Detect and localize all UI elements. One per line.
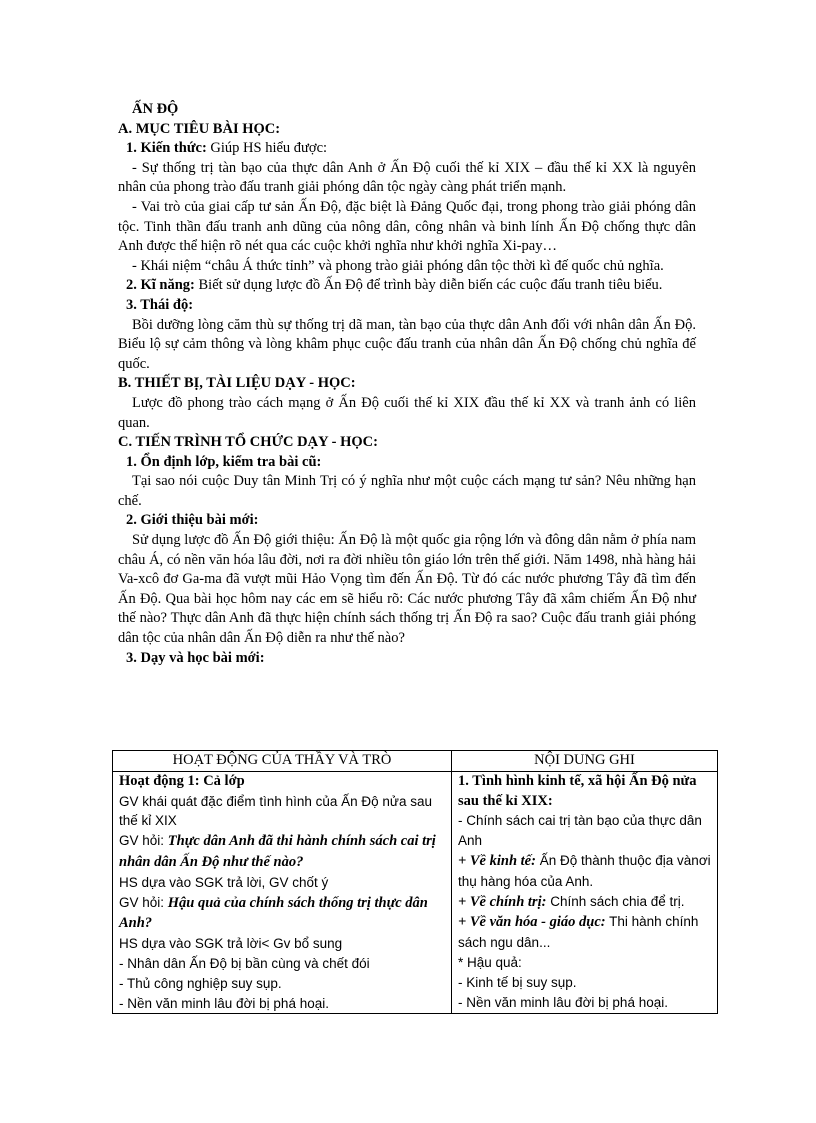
left-line-7: - Thủ công nghiệp suy sụp. (119, 975, 282, 991)
table-row (113, 771, 718, 1014)
c2-label-text: 2. Giới thiệu bài mới: (126, 512, 259, 529)
a1-label: 1. Kiến thức: (126, 140, 207, 157)
right-line-6: * Hậu quả: (458, 954, 522, 970)
politics-text: Chính sách chia để trị. (546, 893, 685, 909)
a1-line (118, 139, 696, 159)
gv-ask-label-2: GV hỏi: (119, 894, 168, 910)
activity-heading: Hoạt động 1: Cả lớp (119, 772, 245, 789)
culture-label: + Về văn hóa - giáo dục: (458, 914, 606, 931)
right-line-4 (458, 892, 711, 913)
economy-text: Ấn Độ thành thuộc địa vànơi thụ hàng hóa của Anh. (458, 852, 711, 889)
a2-text: Biết sử dụng lược đồ Ấn Độ để trình bày diễn biến các cuộc đấu tranh tiêu biểu. (194, 277, 663, 294)
a1-para-1: - Sự thống trị tàn bạo của thực dân Anh ở Ấn Độ cuối thế kỉ XIX – đầu thế kỉ XX là nguyên nhân của phong trào đấu tranh giải phóng dân tộc ngày càng phát triển mạnh. (118, 159, 696, 196)
left-line-6: - Nhân dân Ấn Độ bị bần cùng và chết đói (119, 955, 370, 971)
header-activities: HOẠT ĐỘNG CỦA THẦY VÀ TRÒ (113, 751, 452, 772)
culture-text: Thi hành chính sách ngu dân... (458, 914, 699, 951)
right-line-7: - Kinh tế bị suy sụp. (458, 974, 577, 990)
a1-text: Giúp HS hiểu được: (206, 140, 328, 157)
gv-ask-label: GV hỏi: (119, 833, 168, 849)
a3-label (118, 296, 696, 316)
a2-line (118, 276, 696, 296)
lesson-table (112, 750, 718, 1014)
politics-label: + Về chính trị: (458, 893, 547, 910)
right-line-3 (458, 851, 711, 892)
question-1: Thực dân Anh đã thi hành chính sách cai trị nhân dân Ấn Độ như thế nào? (119, 833, 436, 870)
c1-text: Tại sao nói cuộc Duy tân Minh Trị có ý nghĩa như một cuộc cách mạng tư sản? Nêu những hạn chế. (118, 473, 696, 509)
document-body (118, 100, 696, 668)
right-line-5 (458, 912, 711, 953)
c1-label (118, 453, 696, 473)
economy-label: + Về kinh tế: (458, 852, 536, 869)
c2-label (118, 511, 696, 531)
left-line-5: HS dựa vào SGK trả lời< Gv bổ sung (119, 936, 343, 952)
right-line-8: - Nền văn minh lâu đời bị phá hoại. (458, 994, 668, 1010)
b-text: Lược đồ phong trào cách mạng ở Ấn Độ cuối thế kỉ XIX đầu thế kỉ XX và tranh ảnh có liên quan. (118, 394, 696, 431)
left-line-4 (119, 893, 445, 935)
section-c-heading: C. TIẾN TRÌNH TỔ CHỨC DẠY - HỌC: (118, 434, 378, 451)
header-content: NỘI DUNG GHI (452, 751, 718, 772)
c3-label (118, 649, 696, 669)
activities-cell (113, 771, 452, 1014)
c2-text: Sử dụng lược đồ Ấn Độ giới thiệu: Ấn Độ là một quốc gia rộng lớn và đông dân nằm ở phía nam châu Á, có nền văn hóa lâu đời, nơi ra đời nhiều tôn giáo lớn trên thế giới. Năm 1498, nhà hàng hải Va-xcô đơ Ga-ma đã vượt mũi Hảo Vọng tìm đến Ấn Độ. Từ đó các nước phương Tây đã tìm đến Ấn Độ. Qua bài học hôm nay các em sẽ hiểu rõ: Các nước phương Tây đã xâm chiếm Ấn Độ như thế nào? Thực dân Anh đã thực hiện chính sách thống trị Ấn Độ ra sao? Cuộc đấu tranh giải phóng dân tộc của nhân dân Ấn Độ diễn ra như thế nào? (118, 532, 696, 647)
a3-text: Bồi dưỡng lòng căm thù sự thống trị dã man, tàn bạo của thực dân Anh đối với nhân dân Ấn Độ. Biểu lộ sự cảm thông và lòng khâm phục cuộc đấu tranh của nhân dân Ấn Độ chống chủ nghĩa đế quốc. (118, 316, 696, 372)
left-line-3: HS dựa vào SGK trả lời, GV chốt ý (119, 874, 329, 890)
left-line-2 (119, 831, 445, 873)
page-title: ẤN ĐỘ (132, 101, 179, 117)
c1-label-text: 1. Ổn định lớp, kiểm tra bài cũ: (126, 453, 322, 470)
a2-label: 2. Kĩ năng: (126, 277, 195, 294)
section-a-heading: A. MỤC TIÊU BÀI HỌC: (118, 120, 281, 137)
question-2: Hậu quả của chính sách thống trị thực dân Anh? (119, 894, 428, 932)
a1-para-3: - Khái niệm “châu Á thức tỉnh” và phong trào giải phóng dân tộc thời kì đế quốc chủ nghĩa. (132, 257, 664, 274)
a1-para-2: - Vai trò của giai cấp tư sản Ấn Độ, đặc biệt là Đảng Quốc đại, trong phong trào giải phóng dân tộc. Tinh thần đấu tranh anh dũng của nông dân, công nhân và binh lính Ấn Độ chống thực dân Anh được thể hiện rõ nét qua các cuộc khởi nghĩa như khởi nghĩa Xi-pay… (118, 198, 696, 255)
left-line-1: GV khái quát đặc điểm tình hình của Ấn Độ nửa sau thế kỉ XIX (119, 793, 432, 829)
section-b-heading: B. THIẾT BỊ, TÀI LIỆU DẠY - HỌC: (118, 375, 356, 392)
content-cell (452, 771, 718, 1014)
right-line-2: - Chính sách cai trị tàn bạo của thực dân Anh (458, 813, 702, 849)
table-header-row (113, 751, 718, 772)
left-line-8: - Nền văn minh lâu đời bị phá hoại. (119, 995, 329, 1011)
c3-label-text: 3. Dạy và học bài mới: (126, 649, 265, 666)
a3-label-text: 3. Thái độ: (126, 296, 194, 313)
content-heading: 1. Tình hình kinh tế, xã hội Ấn Độ nửa sau thế kỉ XIX: (458, 772, 697, 809)
